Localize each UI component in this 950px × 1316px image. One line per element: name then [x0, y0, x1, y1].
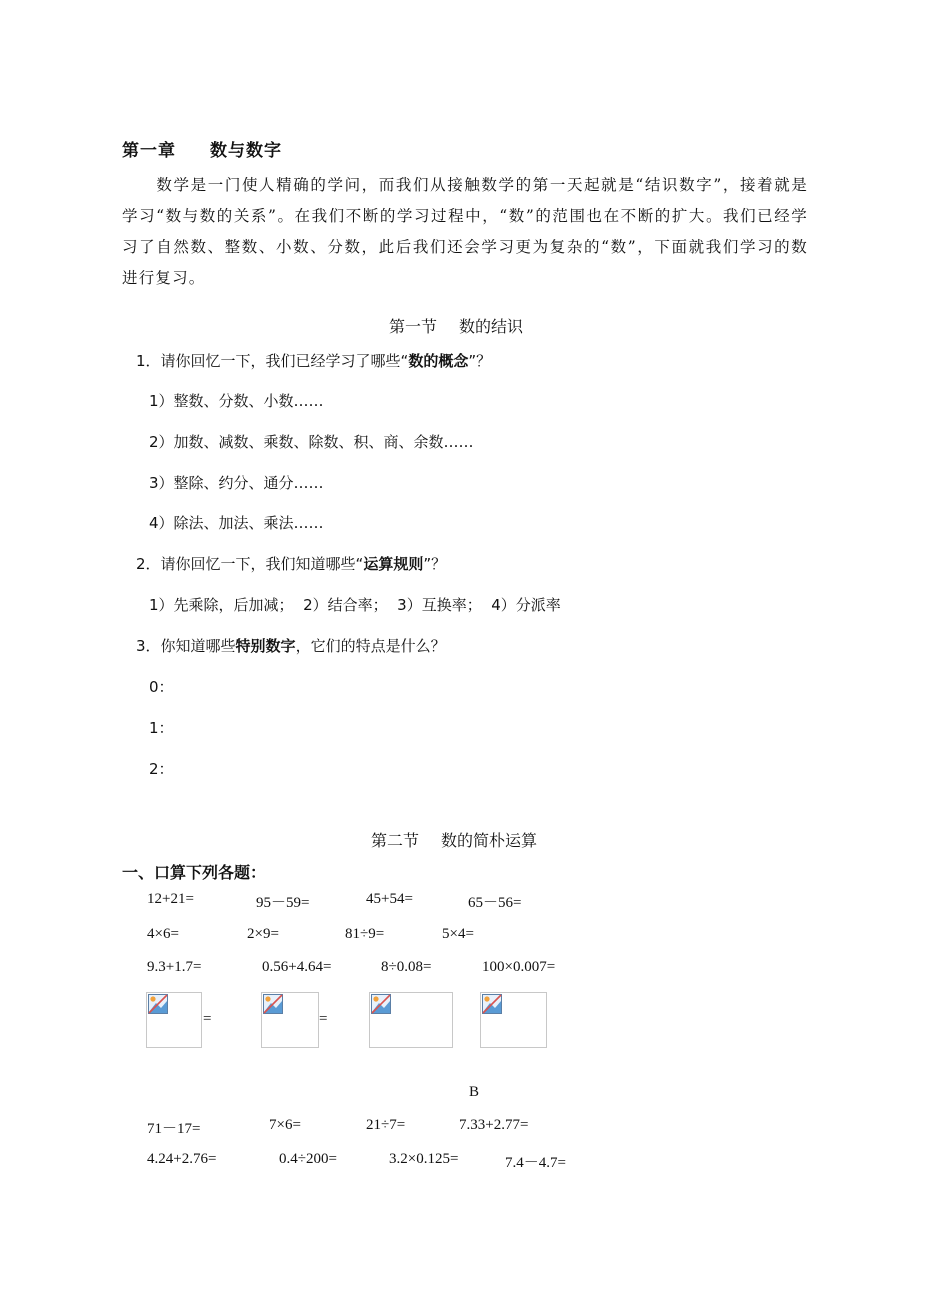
arithmetic-problem: 45+54=	[366, 891, 413, 907]
question-1-keyword: 数的概念	[408, 352, 469, 370]
arithmetic-problem: 8÷0.08=	[381, 959, 432, 975]
chapter-intro-paragraph	[122, 170, 808, 294]
arithmetic-problem: 71－17=	[147, 1121, 201, 1137]
question-3-keyword: 特别数字	[235, 637, 296, 655]
arithmetic-problem: 21÷7=	[366, 1117, 406, 1133]
arithmetic-problem: 7×6=	[269, 1117, 301, 1133]
question-2-suffix: ”？	[423, 555, 447, 573]
question-1-suffix: ”？	[468, 352, 492, 370]
arithmetic-problem: 0.56+4.64=	[262, 959, 332, 975]
section2-heading	[371, 828, 537, 851]
arithmetic-problem: 2×9=	[247, 926, 279, 942]
arithmetic-problem: 5×4=	[442, 926, 474, 942]
chapter-number: 第一章	[122, 141, 176, 161]
arithmetic-problem: 4.24+2.76=	[147, 1151, 217, 1167]
equals-sign: =	[203, 1011, 212, 1027]
question-2-keyword: 运算规则	[363, 555, 424, 573]
section2-number: 第二节	[371, 831, 420, 850]
broken-image-icon	[263, 994, 283, 1014]
arithmetic-problem: 7.4－4.7=	[505, 1155, 566, 1171]
broken-image-icon	[371, 994, 391, 1014]
arithmetic-problem: 3.2×0.125=	[389, 1151, 459, 1167]
arithmetic-problem: 0.4÷200=	[279, 1151, 337, 1167]
question-1	[136, 350, 491, 371]
group-label: B	[469, 1084, 480, 1100]
chapter-title: 数与数字	[210, 141, 282, 161]
chapter-heading	[122, 136, 282, 161]
section2-title: 数的简朴运算	[441, 831, 538, 850]
question-3-item: 2：	[149, 760, 174, 778]
question-1-prefix: 1．请你回忆一下，我们已经学习了哪些“	[136, 352, 409, 370]
question-2-prefix: 2．请你回忆一下，我们知道哪些“	[136, 555, 364, 573]
arithmetic-problem: 4×6=	[147, 926, 179, 942]
section1-title: 数的结识	[459, 317, 524, 336]
broken-image	[261, 992, 319, 1048]
arithmetic-problem: 95－59=	[256, 895, 310, 911]
question-2-item: 1）先乘除，后加减； 2）结合率； 3）互换率； 4）分派率	[149, 596, 561, 614]
question-3-item: 1：	[149, 719, 174, 737]
broken-image	[369, 992, 453, 1048]
question-3-suffix: ，它们的特点是什么？	[295, 637, 446, 655]
section1-number: 第一节	[389, 317, 438, 336]
part-1-heading: 一、口算下列各题：	[122, 863, 267, 882]
chapter-intro-text: 数学是一门使人精确的学问，而我们从接触数学的第一天起就是“结识数字”，接着就是学习“数与数的关系”。在我们不断的学习过程中，“数”的范围也在不断的扩大。我们已经学习了自然数、整数、小数、分数，此后我们还会学习更为复杂的“数”，下面就我们学习的数进行复习。	[122, 176, 808, 287]
broken-image	[146, 992, 202, 1048]
broken-image-icon	[148, 994, 168, 1014]
question-3	[136, 635, 446, 656]
arithmetic-problem: 7.33+2.77=	[459, 1117, 529, 1133]
section1-heading	[389, 314, 523, 337]
question-1-item: 4）除法、加法、乘法……	[149, 514, 324, 532]
arithmetic-problem: 9.3+1.7=	[147, 959, 202, 975]
question-2	[136, 553, 446, 574]
arithmetic-problem: 81÷9=	[345, 926, 385, 942]
arithmetic-problem: 65－56=	[468, 895, 522, 911]
question-1-item: 1）整数、分数、小数……	[149, 392, 324, 410]
question-1-item: 2）加数、减数、乘数、除数、积、商、余数……	[149, 433, 474, 451]
question-1-item: 3）整除、约分、通分……	[149, 474, 324, 492]
broken-image-icon	[482, 994, 502, 1014]
arithmetic-problem: 100×0.007=	[482, 959, 556, 975]
equals-sign: =	[319, 1011, 328, 1027]
question-3-prefix: 3．你知道哪些	[136, 637, 236, 655]
broken-image	[480, 992, 547, 1048]
arithmetic-problem: 12+21=	[147, 891, 194, 907]
question-3-item: 0：	[149, 678, 174, 696]
